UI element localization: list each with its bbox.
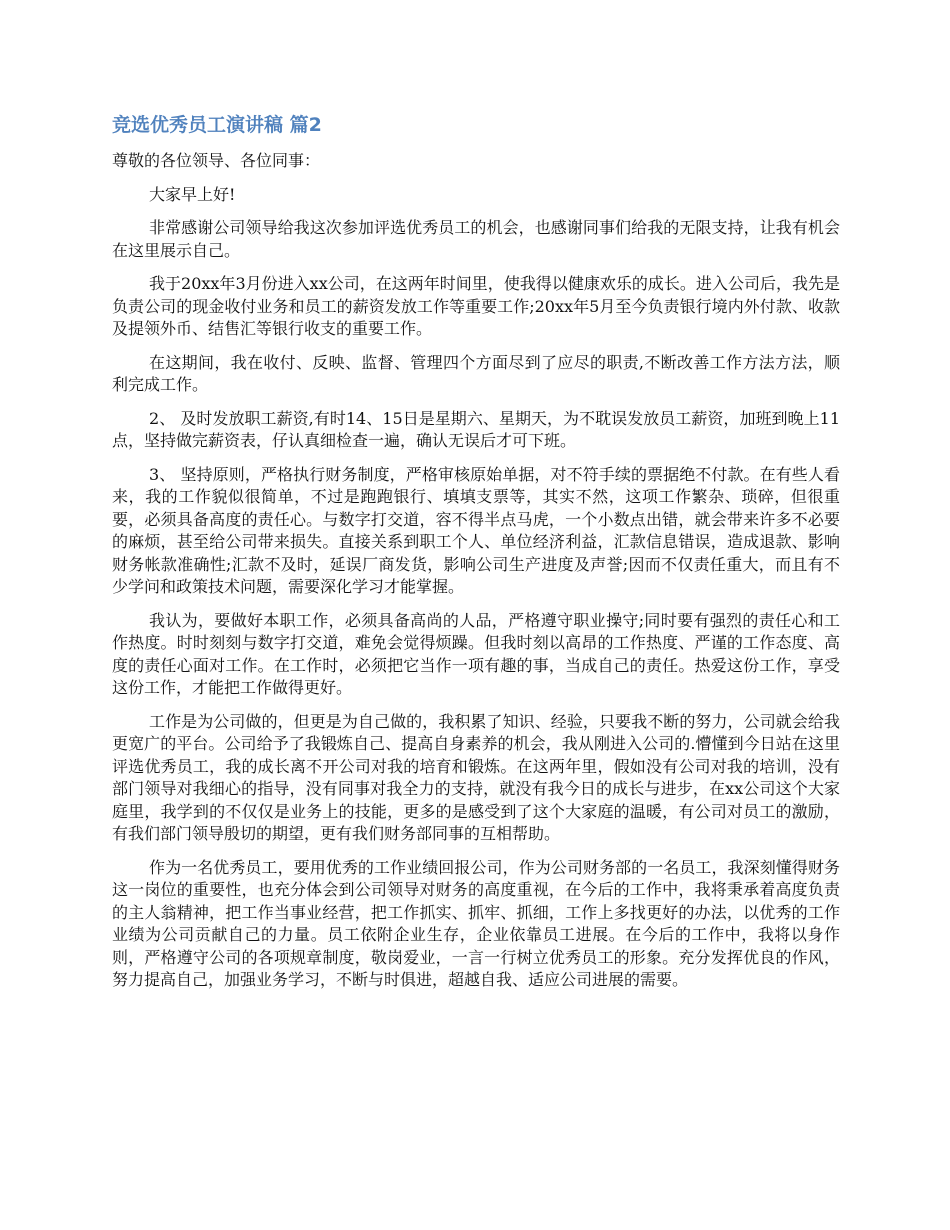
document-title: 竞选优秀员工演讲稿 篇2	[112, 114, 322, 136]
paragraph: 在这期间，我在收付、反映、监督、管理四个方面尽到了应尽的职责,不断改善工作方法方法，顺利完成工作。	[112, 352, 840, 394]
paragraph: 2、 及时发放职工薪资,有时14、15日是星期六、星期天，为不耽误发放员工薪资，加班到晚上11点，坚持做完薪资表，仔认真细检查一遍，确认无误后才可下班。	[112, 408, 840, 450]
paragraph: 作为一名优秀员工，要用优秀的工作业绩回报公司，作为公司财务部的一名员工，我深刻懂得财务这一岗位的重要性，也充分体会到公司领导对财务的高度重视，在今后的工作中，我将秉承着高度负责的主人翁精神，把工作当事业经营，把工作抓实、抓牢、抓细，工作上多找更好的办法，以优秀的工作业绩为公司贡献自己的力量。员工依附企业生存，企业依靠员工进展。在今后的工作中，我将以身作则，严格遵守公司的各项规章制度，敬岗爱业，一言一行树立优秀员工的形象。充分发挥优良的作风，努力提高自己，加强业务学习，不断与时俱进，超越自我、适应公司进展的需要。	[112, 857, 840, 989]
paragraph: 工作是为公司做的，但更是为自己做的，我积累了知识、经验，只要我不断的努力，公司就会给我更宽广的平台。公司给予了我锻炼自己、提高自身素养的机会，我从刚进入公司的.懵懂到今日站在这里评选优秀员工，我的成长离不开公司对我的培育和锻炼。在这两年里，假如没有公司对我的培训，没有部门领导对我细心的指导，没有同事对我全力的支持，就没有我今日的成长与进步，在xx公司这个大家庭里，我学到的不仅仅是业务上的技能，更多的是感受到了这个大家庭的温暖，有公司对员工的激励，有我们部门领导殷切的期望，更有我们财务部同事的互相帮助。	[112, 711, 840, 843]
paragraph: 3、 坚持原则，严格执行财务制度，严格审核原始单据，对不符手续的票据绝不付款。在有些人看来，我的工作貌似很简单，不过是跑跑银行、填填支票等，其实不然，这项工作繁杂、琐碎，但很重要，必须具备高度的责任心。与数字打交道，容不得半点马虎，一个小数点出错，就会带来许多不必要的麻烦，甚至给公司带来损失。直接关系到职工个人、单位经济利益，汇款信息错误，造成退款、影响财务帐款准确性;汇款不及时，延误厂商发货，影响公司生产进度及声誉;因而不仅责任重大，而且有不少学问和政策技术问题，需要深化学习才能掌握。	[112, 464, 840, 596]
paragraph: 大家早上好!	[149, 184, 236, 204]
paragraph: 我于20xx年3月份进入xx公司，在这两年时间里，使我得以健康欢乐的成长。进入公司后，我先是负责公司的现金收付业务和员工的薪资发放工作等重要工作;20xx年5月至今负责银行境内外付款、收款及提领外币、结售汇等银行收支的重要工作。	[112, 274, 840, 338]
paragraph: 非常感谢公司领导给我这次参加评选优秀员工的机会，也感谢同事们给我的无限支持，让我有机会在这里展示自己。	[112, 218, 840, 260]
paragraph: 我认为，要做好本职工作，必须具备高尚的人品，严格遵守职业操守;同时要有强烈的责任心和工作热度。时时刻刻与数字打交道，难免会觉得烦躁。但我时刻以高昂的工作热度、严谨的工作态度、高度的责任心面对工作。在工作时，必须把它当作一项有趣的事，当成自己的责任。热爱这份工作，享受这份工作，才能把工作做得更好。	[112, 610, 840, 697]
document-page	[112, 112, 840, 1003]
salutation: 尊敬的各位领导、各位同事：	[112, 151, 321, 170]
